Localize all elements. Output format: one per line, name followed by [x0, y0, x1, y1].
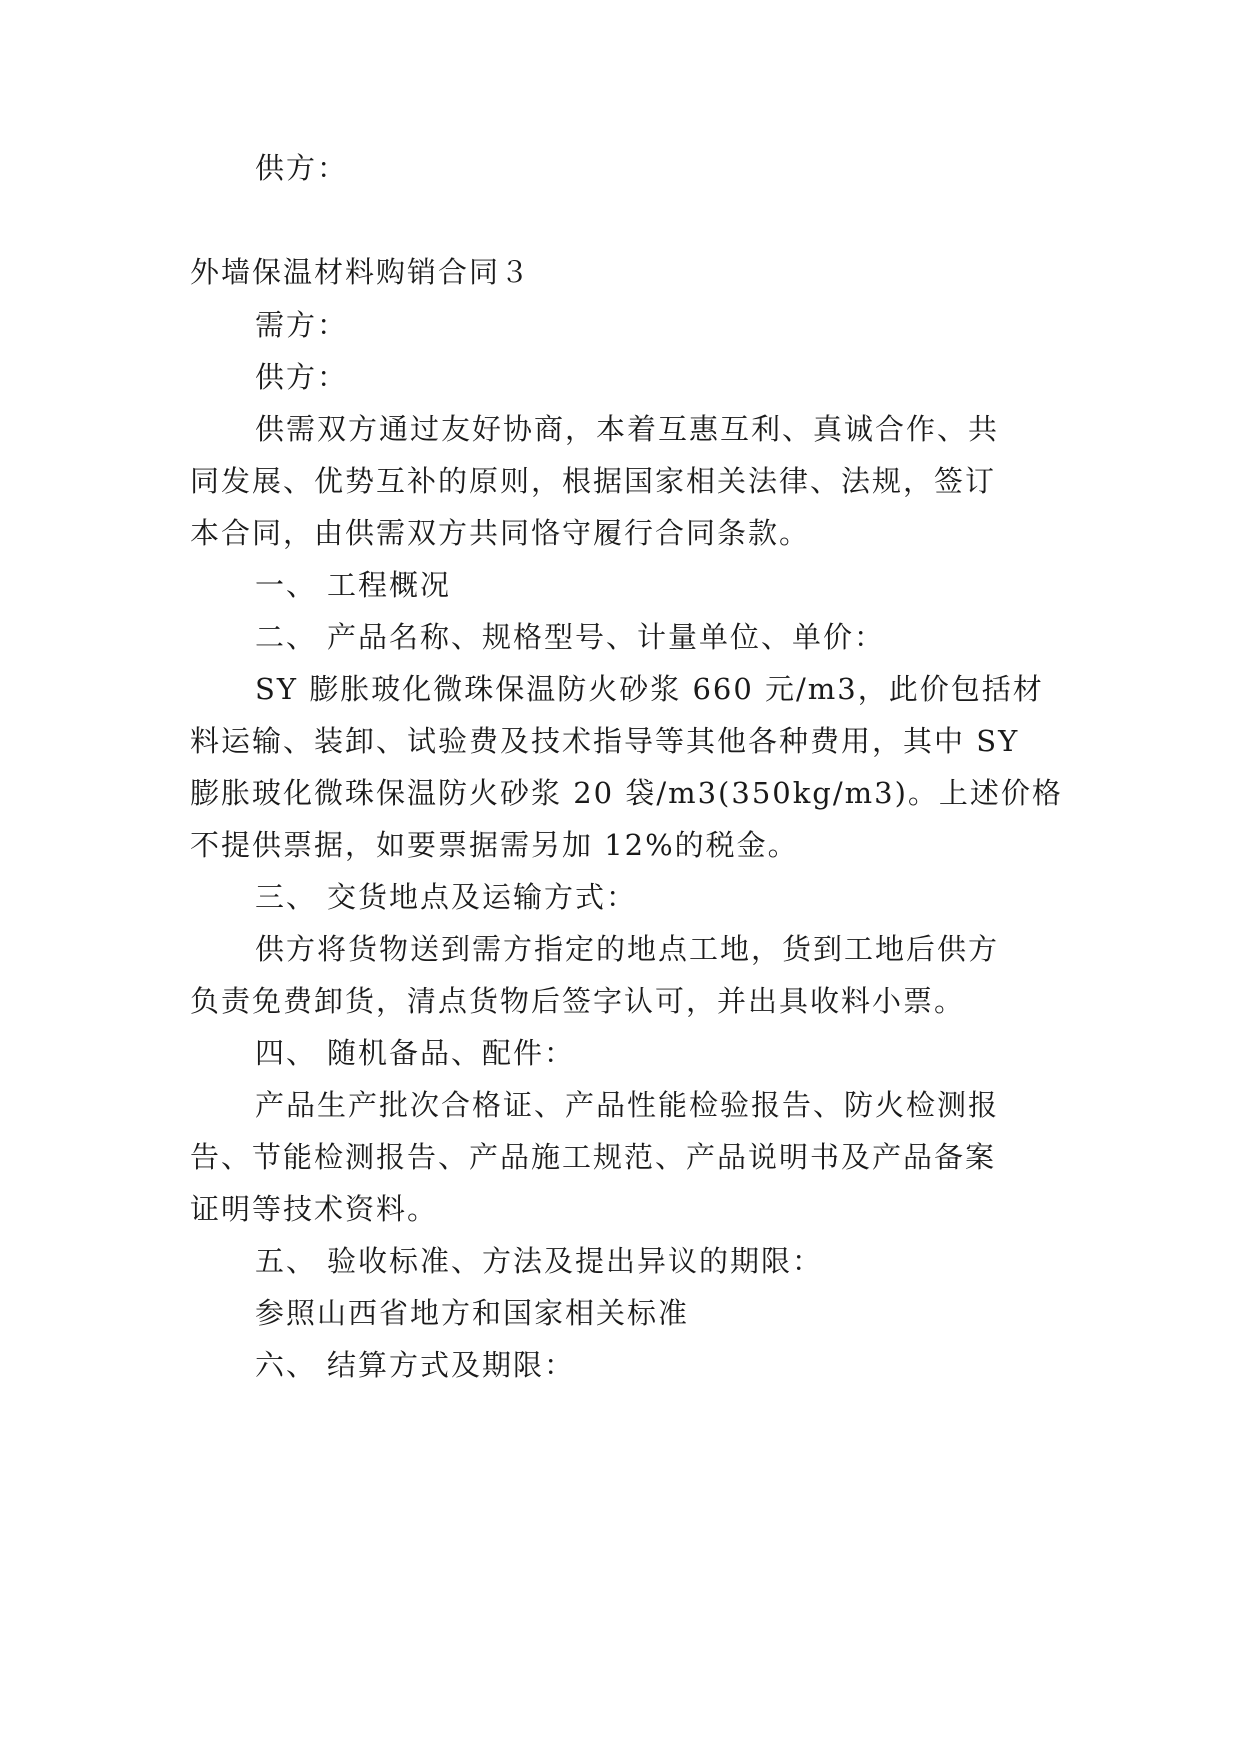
section-body-line: 告、节能检测报告、产品施工规范、产品说明书及产品备案: [190, 1140, 997, 1174]
section-title: 产品名称、规格型号、计量单位、单价：: [327, 620, 886, 654]
section-title: 随机备品、配件：: [327, 1036, 576, 1070]
preamble-line: 供需双方通过友好协商，本着互惠互利、真诚合作、共: [255, 412, 1000, 446]
section-body-line: SY 膨胀玻化微珠保温防火砂浆 660 元/m3，此价包括材: [255, 672, 1044, 706]
section-body-line: 负责免费卸货，清点货物后签字认可，并出具收料小票。: [190, 984, 966, 1018]
section-number: 一、: [255, 568, 318, 602]
section-body-line: 证明等技术资料。: [190, 1192, 439, 1226]
section-body-line: 不提供票据，如要票据需另加 12%的税金。: [190, 828, 799, 862]
section-heading: [255, 617, 1055, 657]
section-title: 工程概况: [327, 568, 452, 602]
section-number: 五、: [255, 1244, 318, 1278]
section-number: 六、: [255, 1348, 318, 1382]
section-heading: [255, 877, 1055, 917]
section-body-line: 供方将货物送到需方指定的地点工地，货到工地后供方: [255, 932, 1000, 966]
buyer-label: 需方：: [255, 308, 349, 342]
supplier-label: 供方：: [255, 360, 349, 394]
section-number: 三、: [255, 880, 318, 914]
section-heading: [255, 1033, 1055, 1073]
section-body-line: 参照山西省地方和国家相关标准: [255, 1296, 690, 1330]
section-body-line: 膨胀玻化微珠保温防火砂浆 20 袋/m3(350kg/m3)。上述价格: [190, 776, 1063, 810]
section-heading: [255, 565, 1055, 605]
section-heading: [255, 1241, 1055, 1281]
section-number: 二、: [255, 620, 318, 654]
section-heading: [255, 1345, 1055, 1385]
preamble-line: 本合同，由供需双方共同恪守履行合同条款。: [190, 516, 811, 550]
section-title: 验收标准、方法及提出异议的期限：: [327, 1244, 824, 1278]
section-body-line: 产品生产批次合格证、产品性能检验报告、防火检测报: [255, 1088, 1000, 1122]
section-title: 交货地点及运输方式：: [327, 880, 638, 914]
contract-title: 外墙保温材料购销合同３: [190, 255, 532, 289]
previous-supplier-label: 供方：: [255, 151, 349, 185]
preamble-line: 同发展、优势互补的原则，根据国家相关法律、法规，签订: [190, 464, 997, 498]
section-number: 四、: [255, 1036, 318, 1070]
section-title: 结算方式及期限：: [327, 1348, 576, 1382]
section-body-line: 料运输、装卸、试验费及技术指导等其他各种费用，其中 SY: [190, 724, 1020, 758]
